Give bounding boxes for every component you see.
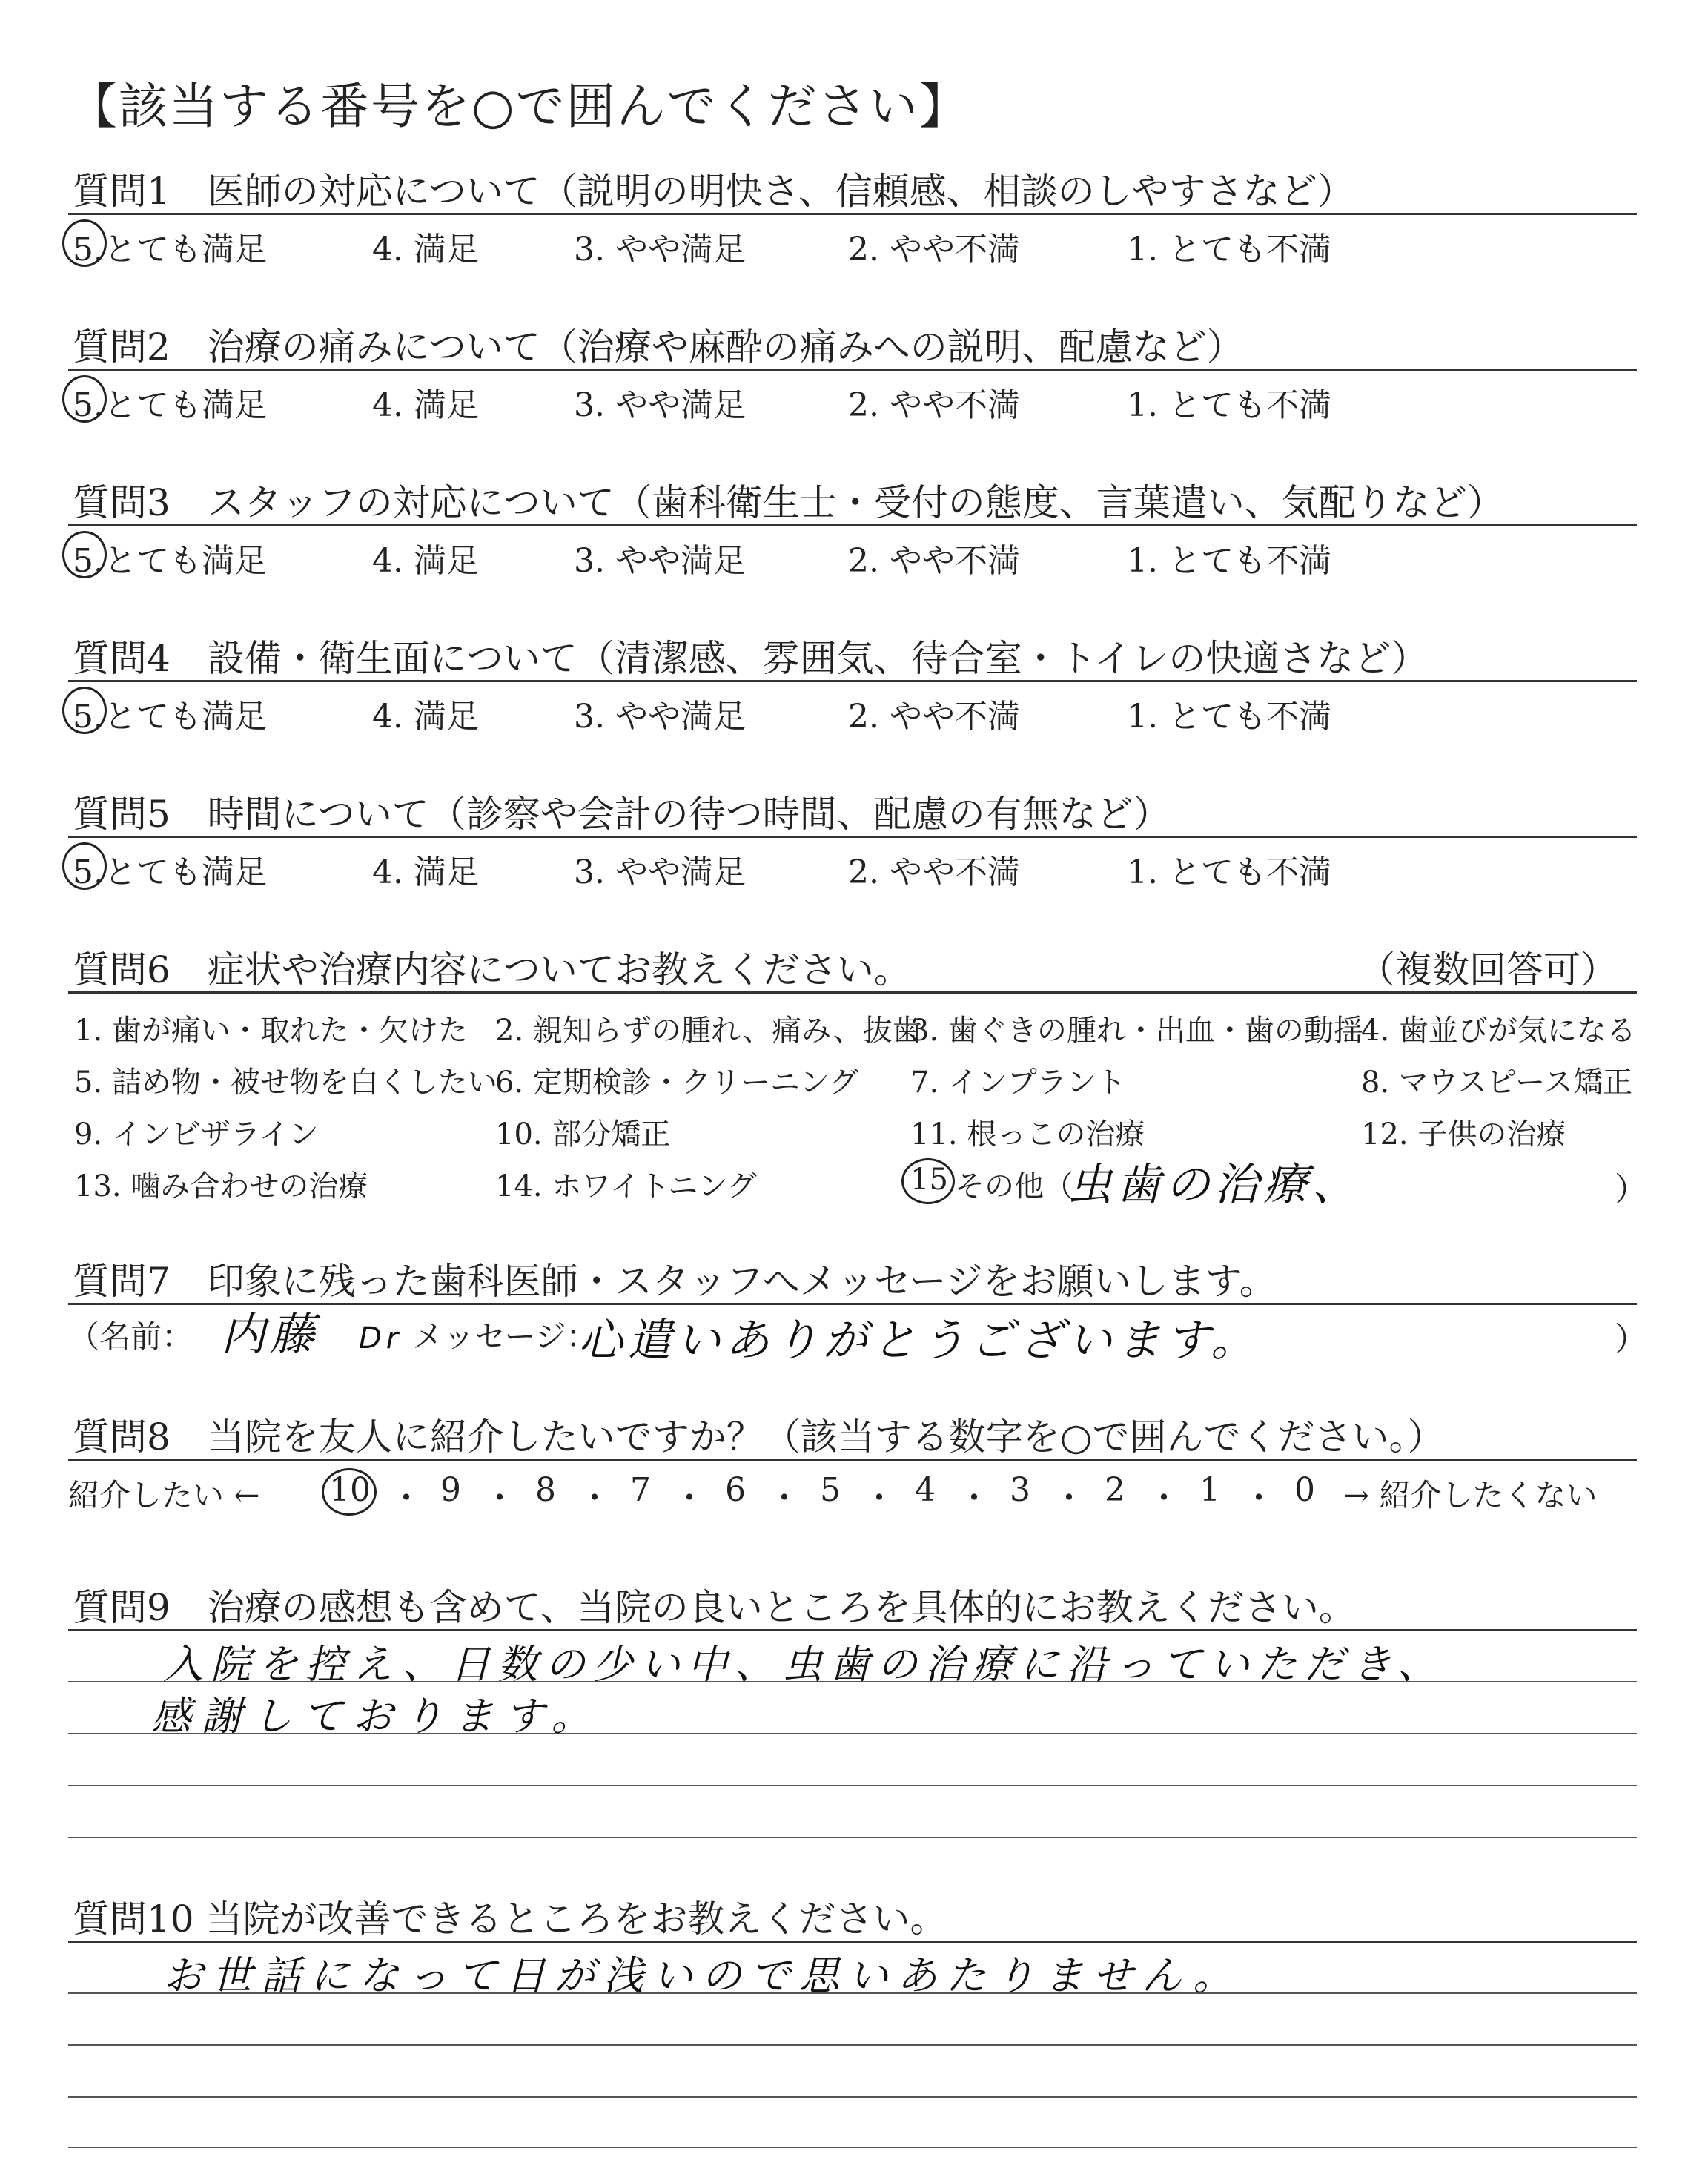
writing-line	[68, 1785, 1637, 1786]
q2-option-2[interactable]: 2. やや不満	[848, 386, 1020, 424]
divider	[68, 524, 1637, 526]
question-7-title: 質問7 印象に残った歯科医師・スタッフへメッセージをお願いします。	[73, 1260, 1277, 1303]
q7-message-value[interactable]: 心遣いありがとうございます。	[578, 1315, 1260, 1367]
q4-option-5[interactable]: 5.とても満足	[73, 698, 267, 736]
question-6-note: （複数回答可）	[1358, 948, 1618, 991]
divider	[68, 213, 1637, 215]
page-header: 【該当する番号を○で囲んでください】	[68, 78, 970, 135]
q6-item-7[interactable]: 7. インプラント	[910, 1066, 1126, 1100]
q6-item-14[interactable]: 14. ホワイトニング	[495, 1169, 757, 1203]
q6-item-1[interactable]: 1. 歯が痛い・取れた・欠けた	[74, 1014, 468, 1048]
selection-circle	[62, 531, 107, 578]
separator-dot: ・	[390, 1479, 423, 1517]
q8-score-2[interactable]: 2	[1105, 1471, 1125, 1509]
question-8-title: 質問8 当院を友人に紹介したいですか？（該当する数字を○で囲んでください。）	[73, 1416, 1445, 1459]
q10-answer-line-1[interactable]: お世話になって日が浅いので思いあたりません。	[163, 1952, 1242, 1999]
q3-option-3[interactable]: 3. やや満足	[574, 542, 746, 580]
q3-option-5[interactable]: 5.とても満足	[73, 542, 267, 580]
q6-item-13[interactable]: 13. 噛み合わせの治療	[74, 1169, 368, 1203]
separator-dot: ・	[673, 1479, 706, 1517]
q3-option-1[interactable]: 1. とても不満	[1127, 542, 1331, 580]
q8-score-7[interactable]: 7	[630, 1471, 651, 1509]
q7-message-label: メッセージ：	[412, 1318, 598, 1355]
question-9-title: 質問9 治療の感想も含めて、当院の良いところを具体的にお教えください。	[73, 1586, 1356, 1629]
q3-option-2[interactable]: 2. やや不満	[848, 542, 1020, 580]
divider	[68, 369, 1637, 371]
q6-close-paren: ）	[1615, 1171, 1647, 1209]
q2-option-4[interactable]: 4. 満足	[372, 386, 479, 424]
divider	[68, 1629, 1637, 1631]
q1-option-2[interactable]: 2. やや不満	[848, 231, 1020, 268]
q4-option-2[interactable]: 2. やや不満	[848, 698, 1020, 736]
q6-item-10[interactable]: 10. 部分矯正	[495, 1117, 671, 1152]
selection-circle	[901, 1158, 955, 1204]
separator-dot: ・	[863, 1479, 896, 1517]
divider	[68, 836, 1637, 838]
q6-item-15-number[interactable]: 15	[910, 1163, 948, 1197]
q6-item-11[interactable]: 11. 根っこの治療	[910, 1117, 1145, 1152]
q8-score-5[interactable]: 5	[820, 1471, 841, 1509]
writing-line	[68, 2096, 1637, 2098]
selection-circle	[62, 842, 107, 890]
q1-option-3[interactable]: 3. やや満足	[574, 231, 746, 268]
q5-option-4[interactable]: 4. 満足	[372, 853, 479, 891]
q8-score-0[interactable]: 0	[1294, 1471, 1315, 1509]
divider	[68, 1459, 1637, 1461]
selection-circle	[322, 1468, 377, 1516]
question-10-title: 質問10 当院が改善できるところをお教えください。	[73, 1898, 947, 1941]
q7-name-value[interactable]: 内藤	[221, 1309, 319, 1361]
q6-item-9[interactable]: 9. インビザライン	[74, 1117, 319, 1152]
q7-name-label: （名前：	[68, 1318, 193, 1355]
q8-score-9[interactable]: 9	[440, 1471, 461, 1509]
q7-close-paren: ）	[1615, 1321, 1647, 1358]
writing-line	[68, 1837, 1637, 1838]
q1-option-5[interactable]: 5.とても満足	[73, 231, 267, 268]
q6-item-5[interactable]: 5. 詰め物・被せ物を白くしたい	[74, 1066, 497, 1100]
writing-line	[68, 2147, 1637, 2148]
q5-option-3[interactable]: 3. やや満足	[574, 853, 746, 891]
divider	[68, 680, 1637, 682]
question-5-title: 質問5 時間について（診察や会計の待つ時間、配慮の有無など）	[73, 793, 1171, 836]
selection-circle	[62, 375, 107, 423]
selection-circle	[62, 687, 107, 734]
writing-line	[68, 2044, 1637, 2046]
q8-score-1[interactable]: 1	[1199, 1471, 1220, 1509]
q2-option-3[interactable]: 3. やや満足	[574, 386, 746, 424]
q8-score-6[interactable]: 6	[725, 1471, 746, 1509]
q2-option-1[interactable]: 1. とても不満	[1127, 386, 1331, 424]
q9-answer-line-1[interactable]: 入院を控え、日数の少い中、虫歯の治療に沿っていただき、	[163, 1641, 1446, 1688]
separator-dot: ・	[768, 1479, 801, 1517]
q8-score-10[interactable]: 10	[329, 1471, 371, 1509]
q4-option-4[interactable]: 4. 満足	[372, 698, 479, 736]
q5-option-2[interactable]: 2. やや不満	[848, 853, 1020, 891]
q8-score-4[interactable]: 4	[915, 1471, 936, 1509]
selection-circle	[62, 219, 107, 267]
separator-dot: ・	[1053, 1479, 1085, 1517]
question-4-title: 質問4 設備・衛生面について（清潔感、雰囲気、待合室・トイレの快適さなど）	[73, 637, 1429, 680]
q5-option-1[interactable]: 1. とても不満	[1127, 853, 1331, 891]
q6-other-answer[interactable]: 虫歯の治療、	[1068, 1159, 1361, 1211]
separator-dot: ・	[1242, 1479, 1275, 1517]
q6-item-15-label: その他（	[955, 1169, 1073, 1203]
question-1-title: 質問1 医師の対応について（説明の明快さ、信頼感、相談のしやすさなど）	[73, 170, 1354, 213]
q4-option-3[interactable]: 3. やや満足	[574, 698, 746, 736]
q7-name-suffix: Dr	[359, 1321, 403, 1355]
question-2-title: 質問2 治療の痛みについて（治療や麻酔の痛みへの説明、配慮など）	[73, 326, 1244, 369]
q8-score-8[interactable]: 8	[535, 1471, 556, 1509]
q5-option-5[interactable]: 5.とても満足	[73, 853, 267, 891]
question-6-title: 質問6 症状や治療内容についてお教えください。	[73, 948, 911, 991]
q6-item-2[interactable]: 2. 親知らずの腫れ、痛み、抜歯	[495, 1014, 922, 1048]
q4-option-1[interactable]: 1. とても不満	[1127, 698, 1331, 736]
separator-dot: ・	[578, 1479, 611, 1517]
q6-item-8[interactable]: 8. マウスピース矯正	[1361, 1066, 1633, 1100]
question-3-title: 質問3 スタッフの対応について（歯科衛生士・受付の態度、言葉遣い、気配りなど）	[73, 481, 1504, 524]
q1-option-4[interactable]: 4. 満足	[372, 231, 479, 268]
separator-dot: ・	[958, 1479, 990, 1517]
q8-right-label: → 紹介したくない	[1343, 1477, 1598, 1513]
q8-left-label: 紹介したい ←	[68, 1477, 260, 1513]
q6-item-12[interactable]: 12. 子供の治療	[1361, 1117, 1566, 1152]
separator-dot: ・	[483, 1479, 516, 1517]
q8-score-3[interactable]: 3	[1010, 1471, 1030, 1509]
q6-item-3[interactable]: 3. 歯ぐきの腫れ・出血・歯の動揺	[910, 1014, 1363, 1048]
q1-option-1[interactable]: 1. とても不満	[1127, 231, 1331, 268]
q3-option-4[interactable]: 4. 満足	[372, 542, 479, 580]
q6-item-4[interactable]: 4. 歯並びが気になる	[1361, 1014, 1636, 1048]
separator-dot: ・	[1148, 1479, 1180, 1517]
divider	[68, 1941, 1637, 1943]
divider	[68, 991, 1637, 994]
q2-option-5[interactable]: 5.とても満足	[73, 386, 267, 424]
q6-item-6[interactable]: 6. 定期検診・クリーニング	[495, 1066, 859, 1100]
q9-answer-line-2[interactable]: 感謝しております。	[151, 1693, 602, 1740]
